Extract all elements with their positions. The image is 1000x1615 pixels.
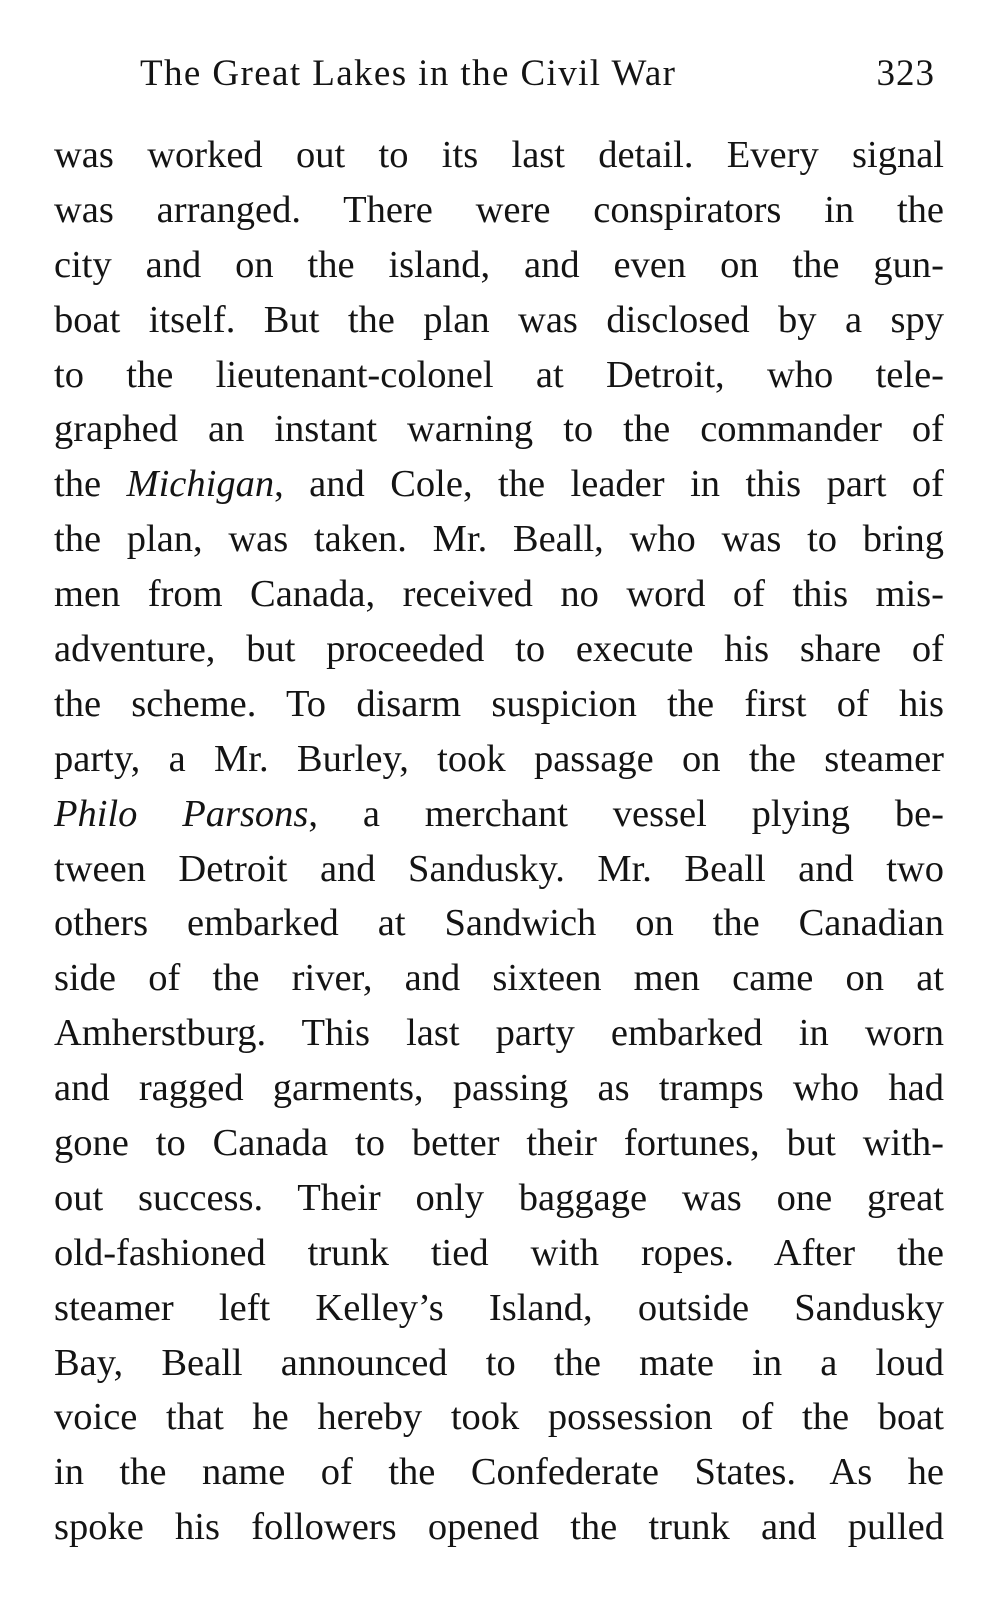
- text-run: tween Detroit and Sandusky. Mr. Beall and two: [54, 847, 944, 890]
- text-line: [54, 1116, 944, 1171]
- text-run: to the lieutenant-colonel at Detroit, who tele-: [54, 353, 944, 396]
- text-run: the: [54, 463, 127, 506]
- text-run: gone to Canada to better their fortunes, but with-: [54, 1122, 944, 1165]
- text-run: steamer left Kelley’s Island, outside Sandusky: [54, 1286, 944, 1329]
- text-run: graphed an instant warning to the commander of: [54, 408, 944, 451]
- text-run: voice that he hereby took possession of the boat: [54, 1396, 944, 1439]
- text-run: adventure, but proceeded to execute his share of: [54, 628, 944, 671]
- text-line: [54, 128, 944, 183]
- text-line: [54, 457, 944, 512]
- text-run: Amherstburg. This last party embarked in worn: [54, 1012, 944, 1055]
- text-run: , a merchant vessel plying be-: [308, 792, 944, 835]
- text-run: in the name of the Confederate States. As he: [54, 1451, 944, 1494]
- text-line: [54, 1336, 944, 1391]
- text-run: and ragged garments, passing as tramps who had: [54, 1067, 944, 1110]
- text-run: old-fashioned trunk tied with ropes. After the: [54, 1231, 944, 1274]
- text-line: [54, 1061, 944, 1116]
- text-line: [54, 732, 944, 787]
- text-run: the plan, was taken. Mr. Beall, who was to bring: [54, 518, 944, 561]
- text-line: [54, 1500, 944, 1555]
- text-run: the scheme. To disarm suspicion the first of his: [54, 682, 944, 725]
- text-run: spoke his followers opened the trunk and pulled: [54, 1506, 944, 1549]
- text-run: , and Cole, the leader in this part of: [274, 463, 944, 506]
- text-run: side of the river, and sixteen men came on at: [54, 957, 944, 1000]
- running-head-title: The Great Lakes in the Civil War: [140, 53, 677, 94]
- ship-name-michigan: Michigan: [126, 463, 275, 506]
- text-line: [54, 348, 944, 403]
- text-line: [54, 951, 944, 1006]
- body-text: [54, 128, 944, 1555]
- text-line: [54, 512, 944, 567]
- text-line: [54, 896, 944, 951]
- text-run: party, a Mr. Burley, took passage on the steamer: [54, 737, 944, 780]
- text-line: [54, 183, 944, 238]
- text-run: others embarked at Sandwich on the Canadian: [54, 902, 944, 945]
- text-line: [54, 1226, 944, 1281]
- running-head: [140, 48, 935, 100]
- text-run: was worked out to its last detail. Every signal: [54, 134, 944, 176]
- text-run: Bay, Beall announced to the mate in a loud: [54, 1341, 944, 1384]
- text-line: [54, 622, 944, 677]
- text-line: [54, 1445, 944, 1500]
- text-line: [54, 842, 944, 897]
- ship-name-philo-parsons: Philo Parsons: [54, 792, 309, 835]
- text-line: [54, 293, 944, 348]
- text-line: [54, 567, 944, 622]
- text-run: city and on the island, and even on the gun-: [54, 243, 944, 286]
- text-line: [54, 402, 944, 457]
- text-line: [54, 238, 944, 293]
- text-run: boat itself. But the plan was disclosed by a spy: [54, 298, 944, 341]
- text-line: [54, 1006, 944, 1061]
- text-line: [54, 1171, 944, 1226]
- text-run: men from Canada, received no word of this mis-: [54, 573, 944, 616]
- text-run: was arranged. There were conspirators in the: [54, 188, 944, 231]
- page-number: 323: [876, 53, 935, 94]
- text-run: out success. Their only baggage was one great: [54, 1176, 944, 1219]
- text-line: [54, 1281, 944, 1336]
- text-line: [54, 1390, 944, 1445]
- text-line: [54, 787, 944, 842]
- text-line: [54, 677, 944, 732]
